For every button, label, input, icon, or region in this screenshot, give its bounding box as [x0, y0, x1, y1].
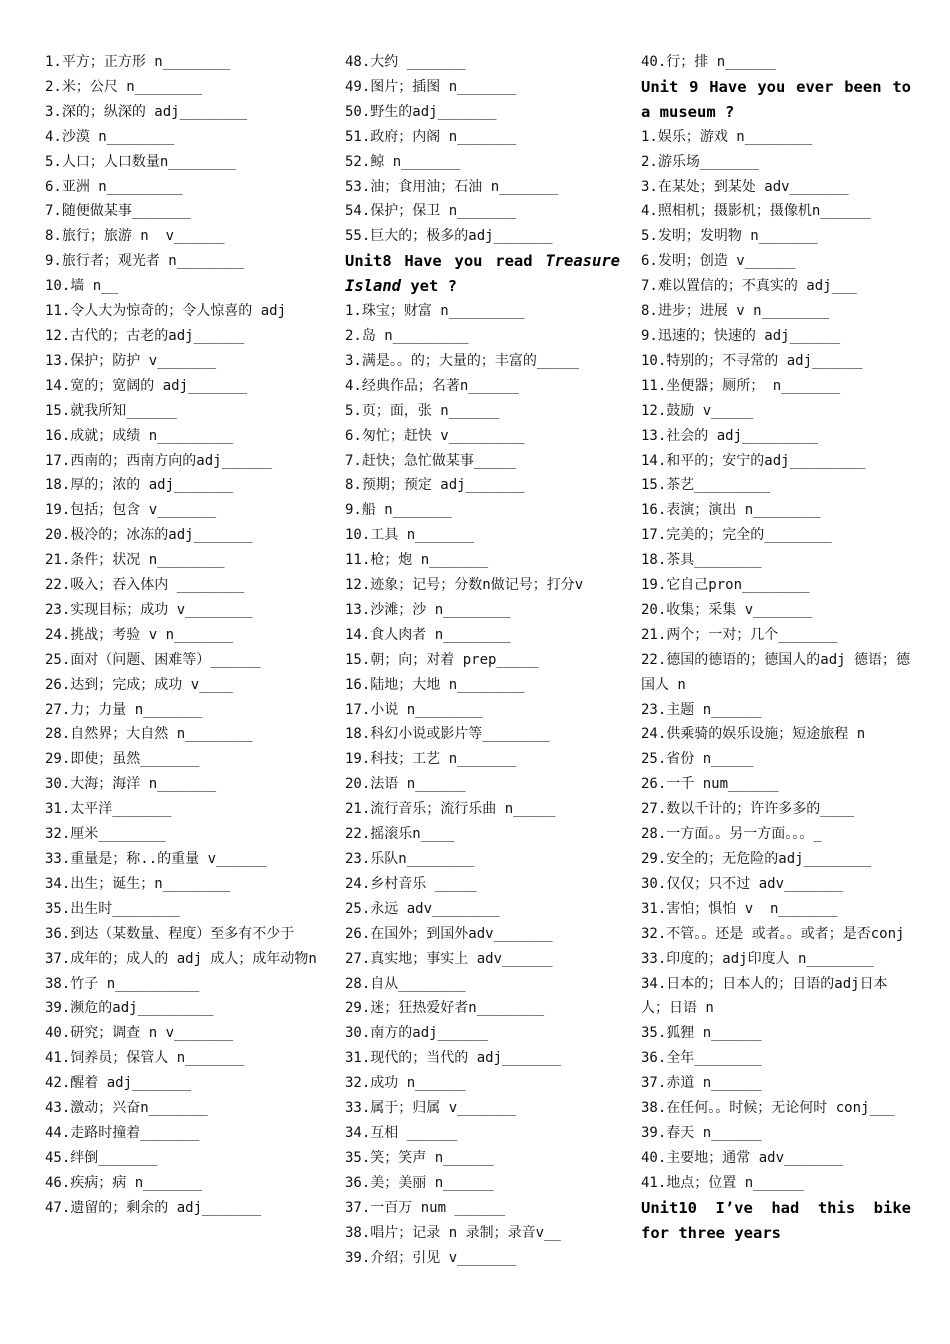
vocab-item: 8.进步；进展 v n________ — [641, 303, 830, 320]
vocab-item: 22.德国的德语的；德国人的adj 德语；德国人 n — [641, 651, 911, 693]
vocab-item: 29.迷；狂热爱好者n________ — [345, 1000, 545, 1017]
vocab-item: 14.食人肉者 n________ — [345, 626, 511, 643]
vocab-item: 38.在任何。。时候；无论何时 conj___ — [641, 1100, 895, 1117]
vocab-item: 10.墙 n__ — [45, 278, 119, 295]
column-2 — [345, 50, 620, 1270]
vocab-item: 3.满是。。的；大量的；丰富的_____ — [345, 352, 580, 369]
vocab-item: 33.印度的；adj印度人 n________ — [641, 950, 874, 967]
vocab-item: 26.在国外；到国外adv_______ — [345, 925, 553, 942]
vocab-item: 39.春天 n______ — [641, 1124, 762, 1141]
vocab-item: 2.游乐场_______ — [641, 153, 759, 170]
vocab-item: 37.赤道 n______ — [641, 1075, 762, 1092]
vocab-item: 28.自从________ — [345, 975, 466, 992]
vocab-item: 32.厘米________ — [45, 826, 166, 843]
vocab-item: 50.野生的adj_______ — [345, 103, 497, 120]
vocab-item: 22.吸入；吞入体内 ________ — [45, 577, 245, 594]
vocab-item: 27.数以千计的；许许多多的____ — [641, 801, 855, 818]
unit-8-rest: yet ? — [410, 277, 458, 296]
vocab-item: 6.发明；创造 v______ — [641, 253, 796, 270]
vocab-item: 53.油；食用油；石油 n_______ — [345, 178, 559, 195]
vocab-item: 28.一方面。。另一方面。。。_ — [641, 826, 822, 843]
vocab-item: 25.永远 adv________ — [345, 900, 500, 917]
vocab-item: 7.难以置信的；不真实的 adj___ — [641, 278, 857, 295]
vocab-item: 6.亚洲 n_________ — [45, 178, 183, 195]
vocab-item: 3.深的；纵深的 adj________ — [45, 103, 248, 120]
vocab-item: 1.平方；正方形 n________ — [45, 54, 231, 70]
vocab-item: 29.安全的；无危险的adj________ — [641, 851, 872, 867]
vocab-item: 47.遗留的；剩余的 adj_______ — [45, 1199, 262, 1216]
vocab-item: 30.仅仅；只不过 adv_______ — [641, 875, 844, 892]
vocab-item: 7.随便做某事_______ — [45, 203, 191, 220]
vocab-item: 27.力；力量 n_______ — [45, 701, 203, 718]
vocab-item: 36.到达（某数量、程度）至多有不少于 — [45, 925, 295, 942]
vocab-item: 54.保护；保卫 n_______ — [345, 203, 517, 220]
vocab-item: 32.成功 n______ — [345, 1075, 466, 1092]
vocab-item: 39.濒危的adj_________ — [45, 1000, 214, 1017]
vocab-item: 17.西南的；西南方向的adj______ — [45, 452, 273, 469]
vocab-item: 21.流行音乐；流行乐曲 n_____ — [345, 801, 556, 818]
vocab-item: 4.经典作品；名著n______ — [345, 377, 519, 394]
vocab-item: 20.极冷的；冰冻的adj_______ — [45, 527, 253, 544]
vocab-item: 15.朝；向；对着 prep_____ — [345, 651, 539, 668]
vocab-item: 3.在某处；到某处 adv_______ — [641, 178, 849, 195]
vocab-item: 18.茶具________ — [641, 552, 762, 569]
vocab-item: 9.迅速的；快速的 adj______ — [641, 327, 841, 344]
vocab-item: 13.社会的 adj_________ — [641, 427, 818, 444]
vocab-item: 37.成年的；成人的 adj 成人；成年动物n — [45, 950, 317, 967]
unit-9-heading: Unit 9 Have you ever been to a museum ? — [641, 77, 911, 121]
vocab-item: 35.出生时________ — [45, 900, 180, 917]
vocab-item: 8.预期；预定 adj_______ — [345, 477, 525, 494]
vocab-item: 8.旅行；旅游 n v______ — [45, 228, 225, 245]
vocab-item: 9.旅行者；观光者 n________ — [45, 253, 245, 270]
unit-8-label: Unit8 Have you read — [345, 252, 533, 271]
vocab-item: 30.大海；海洋 n_______ — [45, 776, 217, 793]
vocab-item: 23.实现目标；成功 v________ — [45, 601, 253, 618]
vocab-item: 16.表演；演出 n________ — [641, 502, 821, 519]
vocab-item: 35.笑；笑声 n______ — [345, 1149, 494, 1166]
column-1 — [45, 50, 320, 1221]
vocab-item: 38.竹子 n__________ — [45, 975, 200, 992]
vocab-item: 14.宽的；宽阔的 adj_______ — [45, 377, 248, 394]
vocab-item: 13.沙滩；沙 n________ — [345, 601, 511, 618]
vocab-item: 55.巨大的；极多的adj_______ — [345, 228, 553, 245]
vocab-item: 20.收集；采集 v_______ — [641, 601, 813, 618]
vocab-item: 41.地点；位置 n______ — [641, 1174, 804, 1191]
vocab-item: 17.完美的；完全的________ — [641, 527, 832, 544]
vocab-item: 23.主题 n______ — [641, 701, 762, 718]
column-2-items-b — [345, 299, 620, 1270]
vocab-item: 17.小说 n________ — [345, 701, 483, 718]
vocab-item: 2.米；公尺 n________ — [45, 78, 203, 95]
column-2-items-a — [345, 50, 620, 249]
vocab-item: 21.条件；状况 n________ — [45, 552, 225, 569]
unit-10-heading: Unit10 I’ve had this bike for three years — [641, 1198, 911, 1242]
vocab-item: 11.令人大为惊奇的；令人惊喜的 adj — [45, 303, 287, 320]
vocab-item: 5.发明；发明物 n_______ — [641, 228, 818, 245]
vocab-item: 39.介绍；引见 v_______ — [345, 1249, 517, 1266]
vocab-item: 11.枪；炮 n_______ — [345, 552, 489, 569]
vocab-item: 16.成就；成绩 n_________ — [45, 427, 234, 444]
vocab-item: 48.大约 _______ — [345, 54, 466, 70]
vocab-item: 52.鲸 n_______ — [345, 153, 461, 170]
vocab-item: 27.真实地；事实上 adv______ — [345, 950, 553, 967]
vocab-item: 5.人口；人口数量n________ — [45, 153, 236, 170]
vocab-item: 24.供乘骑的娱乐设施；短途旅程 n — [641, 726, 866, 743]
unit-8-book-title: Treasure Island — [345, 252, 620, 296]
vocab-item: 18.科幻小说或影片等________ — [345, 726, 550, 743]
vocab-item: 20.法语 n______ — [345, 776, 466, 793]
vocab-item: 32.不管。。还是 或者。。或者；是否conj — [641, 925, 905, 942]
vocab-item: 49.图片；插图 n_______ — [345, 78, 517, 95]
vocab-item: 31.太平洋_______ — [45, 801, 172, 818]
vocab-item: 23.乐队n________ — [345, 851, 475, 867]
vocab-item: 26.达到；完成；成功 v____ — [45, 676, 233, 693]
vocab-item: 24.乡村音乐 _____ — [345, 875, 477, 892]
vocab-item: 34.互相 ______ — [345, 1124, 458, 1141]
vocab-item: 40.行；排 n______ — [641, 54, 776, 70]
vocab-item: 10.特别的；不寻常的 adj______ — [641, 352, 863, 369]
column-3-items-b — [641, 125, 911, 1196]
vocab-item: 12.鼓励 v_____ — [641, 402, 754, 419]
vocab-item: 37.一百万 num ______ — [345, 1199, 506, 1216]
vocab-item: 26.一千 num______ — [641, 776, 779, 793]
vocab-item: 33.重量是；称..的重量 v______ — [45, 851, 267, 867]
vocab-item: 38.唱片；记录 n 录制；录音v__ — [345, 1224, 561, 1241]
vocab-item: 40.研究；调查 n v_______ — [45, 1025, 234, 1042]
vocab-item: 42.醒着 adj_______ — [45, 1075, 192, 1092]
vocab-item: 40.主要地；通常 adv_______ — [641, 1149, 844, 1166]
vocab-item: 28.自然界；大自然 n________ — [45, 726, 253, 743]
vocab-item: 19.科技；工艺 n_______ — [345, 751, 517, 768]
vocab-item: 51.政府；内阁 n_______ — [345, 128, 517, 145]
vocab-item: 36.美；美丽 n______ — [345, 1174, 494, 1191]
vocab-item: 12.迹象；记号；分数n做记号；打分v — [345, 577, 584, 594]
vocab-item: 14.和平的；安宁的adj_________ — [641, 452, 866, 469]
vocab-item: 18.厚的；浓的 adj_______ — [45, 477, 234, 494]
vocab-item: 5.页；面，张 n______ — [345, 402, 500, 419]
vocab-item: 35.狐狸 n______ — [641, 1025, 762, 1042]
vocab-item: 1.珠宝；财富 n_________ — [345, 303, 525, 320]
vocab-item: 9.船 n_______ — [345, 502, 452, 519]
vocab-item: 31.现代的；当代的 adj_______ — [345, 1050, 562, 1067]
vocab-item: 21.两个；一对；几个_______ — [641, 626, 838, 643]
vocab-item: 13.保护；防护 v_______ — [45, 352, 217, 369]
vocab-item: 2.岛 n_________ — [345, 327, 469, 344]
vocab-item: 15.就我所知______ — [45, 402, 177, 419]
vocab-item: 22.摇滚乐n____ — [345, 826, 455, 843]
vocab-item: 6.匆忙；赶快 v_________ — [345, 427, 525, 444]
vocab-item: 34.日本的；日本人的；日语的adj日本人；日语 n — [641, 975, 888, 1017]
vocab-item: 30.南方的adj______ — [345, 1025, 489, 1042]
vocab-item: 12.古代的；古老的adj______ — [45, 327, 245, 344]
vocab-item: 1.娱乐；游戏 n________ — [641, 128, 813, 145]
vocab-item: 4.沙漠 n________ — [45, 128, 175, 145]
vocab-item: 41.饲养员；保管人 n_______ — [45, 1050, 245, 1067]
column-3 — [641, 50, 911, 1246]
vocab-item: 31.害怕；惧怕 v n_______ — [641, 900, 838, 917]
vocab-item: 45.绊倒_______ — [45, 1149, 158, 1166]
vocab-item: 29.即使；虽然_______ — [45, 751, 200, 768]
vocab-item: 25.省份 n_____ — [641, 751, 754, 768]
vocab-item: 44.走路时撞着_______ — [45, 1124, 200, 1141]
vocab-item: 25.面对（问题、困难等）______ — [45, 651, 261, 668]
vocab-item: 34.出生；诞生；n________ — [45, 875, 231, 892]
vocab-item: 24.挑战；考验 v n_______ — [45, 626, 234, 643]
vocab-item: 19.包括；包含 v_______ — [45, 502, 217, 519]
vocab-item: 33.属于；归属 v_______ — [345, 1100, 517, 1117]
vocab-item: 7.赶快；急忙做某事_____ — [345, 452, 517, 469]
vocab-item: 43.激动；兴奋n_______ — [45, 1100, 208, 1117]
vocab-item: 36.全年________ — [641, 1050, 762, 1067]
vocab-item: 11.坐便器；厕所； n_______ — [641, 377, 841, 394]
vocab-item: 15.茶艺_________ — [641, 477, 771, 494]
vocab-item: 16.陆地；大地 n________ — [345, 676, 525, 693]
vocab-item: 46.疾病；病 n_______ — [45, 1174, 203, 1191]
column-3-items-a — [641, 50, 911, 75]
vocab-item: 10.工具 n_______ — [345, 527, 475, 544]
unit-8-heading — [345, 249, 620, 299]
vocab-item: 19.它自己pron________ — [641, 577, 810, 594]
vocab-item: 4.照相机；摄影机；摄像机n______ — [641, 203, 871, 220]
